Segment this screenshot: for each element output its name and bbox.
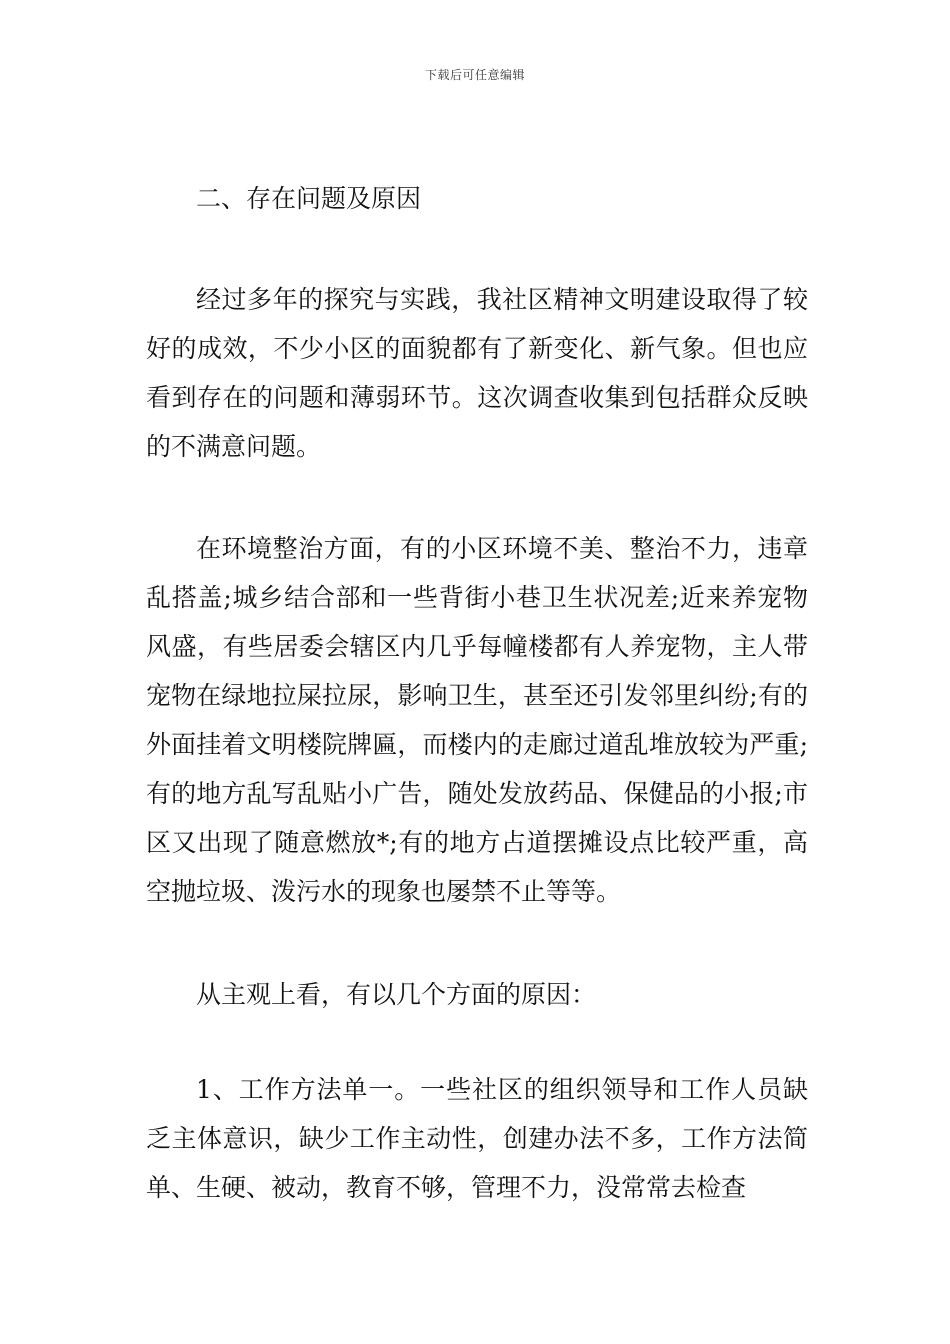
paragraph-subjective-reasons: 从主观上看，有以几个方面的原因： [196,980,597,1009]
paragraph-achievements: 经过多年的探究与实践，我社区精神文明建设取得了较好的成效，不少小区的面貌都有了新变化、新气象。但也应看到存在的问题和薄弱环节。这次调查收集到包括群众反映的不满意问题。 [146,285,808,461]
paragraph-environment-issues: 在环境整治方面，有的小区环境不美、整治不力，违章乱搭盖;城乡结合部和一些背街小巷卫生状况差;近来养宠物风盛，有些居委会辖区内几乎每幢楼都有人养宠物，主人带宠物在绿地拉屎拉尿，影响卫生，甚至还引发邻里纠纷;有的外面挂着文明楼院牌匾，而楼内的走廊过道乱堆放较为严重;有的地方乱写乱贴小广告，随处发放药品、保健品的小报;市区又出现了随意燃放*;有的地方占道摆摊设点比较严重，高空抛垃圾、泼污水的现象也屡禁不止等等。 [146,534,808,906]
paragraph-reason-one: 1、工作方法单一。一些社区的组织领导和工作人员缺乏主体意识，缺少工作主动性，创建办法不多，工作方法简单、生硬、被动，教育不够，管理不力，没常常去检查 [146,1075,808,1202]
section-heading: 二、存在问题及原因 [196,184,422,213]
page-header-note: 下载后可任意编辑 [424,68,525,82]
